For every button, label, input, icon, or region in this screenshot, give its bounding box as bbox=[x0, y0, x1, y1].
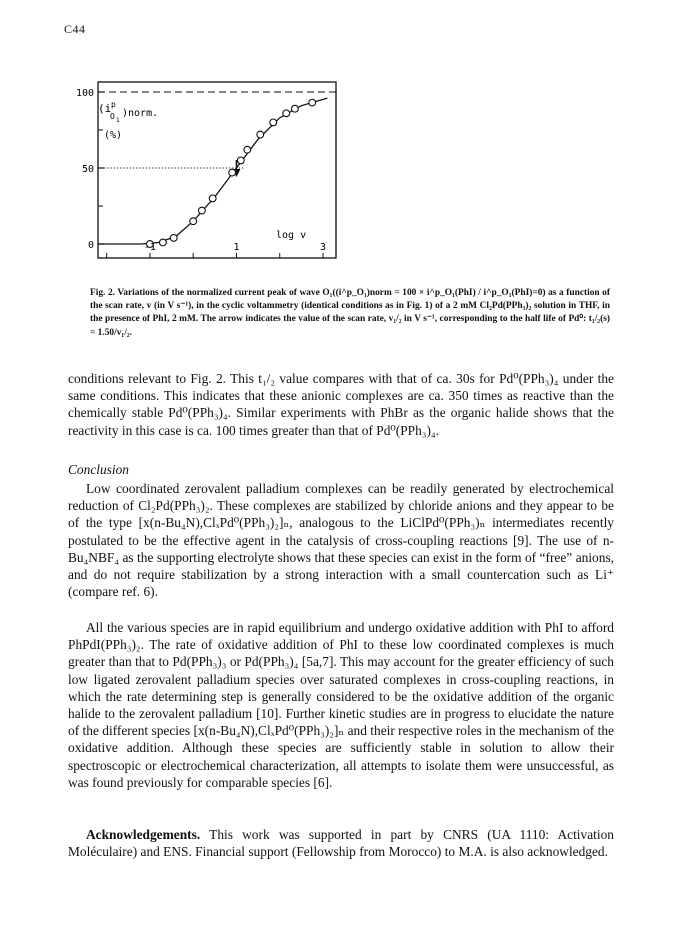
paragraph-conclusion-1: Low coordinated zerovalent palladium complexes can be readily generated by electrochemical reduction of Cl₂Pd(PPh₃)₂. These complexes are stabilized by chloride anions and they appear to be of the type [x(n-Bu₄N),ClₓPd⁰(PPh₃)₂]ₙ, analogous to the LiClPd⁰(PPh₃)ₙ intermediates recently postulated to be the effective agent in the catalysis of cross-coupling reactions [9]. The use of n-Bu₄NBF₄ as the supporting electrolyte shows that these species can exist in the form of “free” anions, and do not require stabilization by a strong interaction with a small countercation such as Li⁺ (compare ref. 6). bbox=[68, 481, 614, 600]
y-axis-label-paren: (i bbox=[98, 102, 112, 115]
section-heading-conclusion: Conclusion bbox=[68, 462, 130, 477]
y-axis-label-sub-1: 1 bbox=[116, 117, 120, 124]
y-axis-label-sub-p: p bbox=[111, 100, 116, 109]
data-point bbox=[209, 195, 216, 202]
y-tick-label: 0 bbox=[87, 240, 94, 251]
x-axis-label: log v bbox=[276, 230, 307, 241]
y-tick-label: 100 bbox=[75, 88, 94, 99]
data-point bbox=[291, 105, 298, 112]
acknowledgements-text: This work was supported in part by CNRS (UA 1110: Activation Moléculaire) and ENS. Financial support (Fellowship from Morocco) to M.A. is also acknowledged. bbox=[68, 827, 614, 860]
data-point bbox=[160, 239, 167, 246]
data-point bbox=[237, 157, 244, 164]
y-axis-unit: (%) bbox=[104, 130, 123, 141]
page-number: C44 bbox=[64, 22, 86, 36]
data-point bbox=[198, 207, 205, 214]
y-axis-label-norm: )norm. bbox=[122, 108, 159, 119]
data-point bbox=[170, 235, 177, 242]
figure-caption: Fig. 2. Variations of the normalized current peak of wave O₁((i^p_O₁)norm = 100 × i^p_O₁(PhI) / i^p_O₁(PhI)=0) as a function of the scan rate, v (in V s⁻¹), in the cyclic voltammetry (identical conditions as in Fig. 1) of a 2 mM Cl₂Pd(PPh₃)₂ solution in THF, in the presence of PhI, 2 mM. The arrow indicates the value of the scan rate, v₁/₂ in V s⁻¹, corresponding to the half life of Pd⁰: t₁/₂(s) = 1.50/v₁/₂. bbox=[90, 288, 610, 338]
data-points bbox=[147, 99, 316, 247]
data-point bbox=[283, 110, 290, 117]
y-tick-label: 50 bbox=[81, 164, 94, 175]
data-point bbox=[190, 218, 197, 225]
data-point bbox=[244, 146, 251, 153]
data-point bbox=[229, 169, 236, 176]
reference-lines bbox=[98, 92, 336, 177]
fit-curve-group bbox=[98, 98, 327, 244]
x-tick-label: -1 bbox=[143, 242, 156, 253]
acknowledgements bbox=[68, 826, 614, 860]
data-point bbox=[270, 119, 277, 126]
paragraph-results: conditions relevant to Fig. 2. This t₁/₂ value compares with that of ca. 30s for Pd⁰(PPh₃)₄ under the same conditions. This indicates that these anionic complexes are ca. 350 times as reactive than the chemically stable Pd⁰(PPh₃)₄. Similar experiments with PhBr as the organic halide shows that the reactivity in this case is ca. 100 times greater than that of Pd⁰(PPh₃)₄. bbox=[68, 371, 614, 438]
data-point bbox=[257, 131, 264, 138]
fit-curve bbox=[98, 98, 327, 244]
x-tick-label: 1 bbox=[233, 242, 240, 253]
x-tick-label: 3 bbox=[320, 242, 327, 253]
figure-2-chart bbox=[64, 60, 354, 285]
paragraph-conclusion-2: All the various species are in rapid equilibrium and undergo oxidative addition with PhI to afford PhPdI(PPh₃)₂. The rate of oxidative addition of PhI to these low coordinated complexes is much greater than that to Pd(PPh₃)₃ or Pd(PPh₃)₄ [5a,7]. This may account for the greater efficiency of such low ligated zerovalent palladium species over saturated complexes in cross-coupling reactions, in which the rate determining step is generally considered to be the oxidative addition of the organic halide to the zerovalent palladium [10]. Further kinetic studies are in progress to elucidate the nature of the different species [x(n-Bu₄N),ClₓPd⁰(PPh₃)₂]ₙ and their respective roles in the mechanism of the oxidative addition. Although these species are sufficiently stable in solution to allow their spectroscopic or electrochemical characterization, all attempts to isolate them were unsuccessful, as was found previously for comparable species [6]. bbox=[68, 620, 614, 790]
data-point bbox=[309, 99, 316, 106]
acknowledgements-label: Acknowledgements. bbox=[86, 827, 201, 842]
y-axis-label-sub-o: O bbox=[110, 112, 115, 121]
